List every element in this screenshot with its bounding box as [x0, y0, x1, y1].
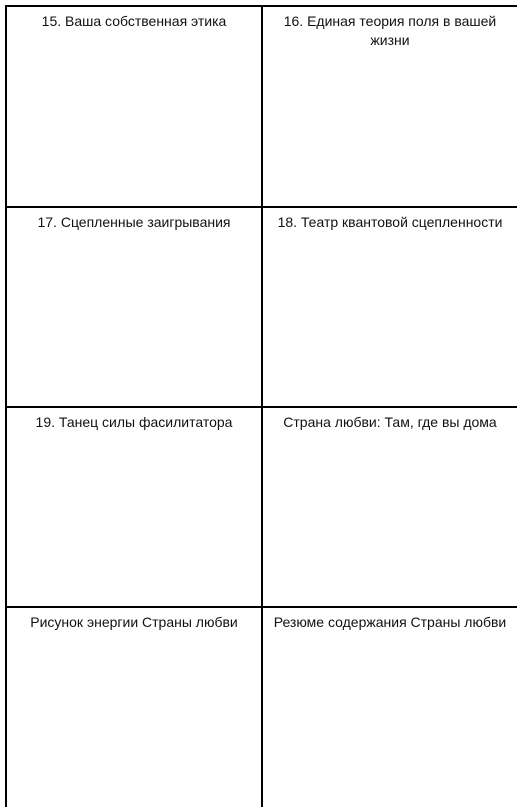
worksheet-grid: [5, 5, 517, 807]
cell-title: Страна любви: Там, где вы дома: [283, 414, 497, 430]
worksheet-cell: [7, 408, 261, 606]
worksheet-cell: [7, 608, 261, 807]
cell-title: 17. Сцепленные заигрывания: [37, 214, 231, 230]
cell-title: 19. Танец силы фасилитатора: [35, 414, 233, 430]
worksheet-cell: [263, 208, 517, 406]
worksheet-cell: [263, 408, 517, 606]
worksheet-cell: [263, 608, 517, 807]
worksheet-cell: [7, 7, 261, 206]
cell-title: 16. Единая теория поля в вашей жизни: [283, 13, 497, 48]
cell-title: Резюме содержания Страны любви: [273, 614, 507, 630]
cell-title: 18. Театр квантовой сцепленности: [277, 214, 503, 230]
cell-title: Рисунок энергии Страны любви: [30, 614, 238, 630]
cell-title: 15. Ваша собственная этика: [41, 13, 227, 29]
worksheet-cell: [7, 208, 261, 406]
worksheet-cell: [263, 7, 517, 206]
